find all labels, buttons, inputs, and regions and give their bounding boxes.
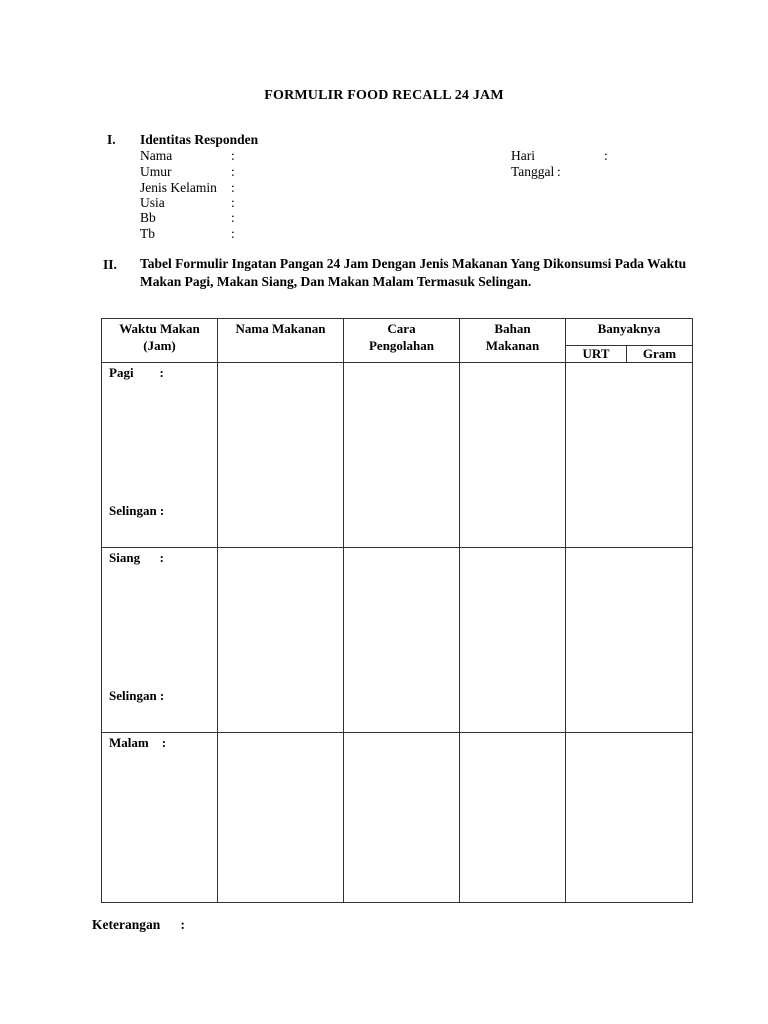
field-label-tb: Tb — [140, 226, 155, 241]
table-cell — [566, 363, 693, 548]
row-pagi-waktu — [102, 363, 218, 548]
table-cell — [344, 548, 460, 733]
field-label-bb: Bb — [140, 210, 156, 225]
header-cara-pengolahan: Cara Pengolahan — [344, 319, 460, 363]
field-sep-usia: : — [231, 195, 235, 210]
header-waktu-makan: Waktu Makan (Jam) — [102, 319, 218, 363]
table-cell — [344, 363, 460, 548]
field-label-tanggal: Tanggal — [511, 164, 555, 179]
table-cell — [218, 548, 344, 733]
table-cell — [566, 733, 693, 903]
food-recall-table — [101, 318, 693, 903]
row-label-pagi: Pagi : — [109, 365, 164, 380]
header-gram: Gram — [627, 346, 693, 363]
row-malam-waktu — [102, 733, 218, 903]
field-sep-tb: : — [231, 226, 235, 241]
table-cell — [460, 733, 566, 903]
field-label-usia: Usia — [140, 195, 165, 210]
field-label-jenis-kelamin: Jenis Kelamin — [140, 180, 217, 195]
table-cell — [460, 548, 566, 733]
field-sep-hari: : — [604, 148, 608, 163]
section-2-text: Tabel Formulir Ingatan Pangan 24 Jam Dengan Jenis Makanan Yang Dikonsumsi Pada Waktu Makan Pagi, Makan Siang, Dan Makan Malam Termasuk Selingan. — [140, 256, 687, 289]
field-sep-tanggal: : — [557, 164, 561, 179]
row-siang-waktu — [102, 548, 218, 733]
header-bahan-makanan: Bahan Makanan — [460, 319, 566, 363]
field-sep-jenis-kelamin: : — [231, 180, 235, 195]
table-cell — [566, 548, 693, 733]
field-sep-umur: : — [231, 164, 235, 179]
keterangan-label: Keterangan : — [92, 917, 185, 932]
field-label-hari: Hari — [511, 148, 535, 163]
header-urt: URT — [566, 346, 627, 363]
page-title: FORMULIR FOOD RECALL 24 JAM — [264, 88, 504, 103]
row-label-pagi-selingan: Selingan : — [109, 503, 165, 518]
row-label-siang: Siang : — [109, 550, 164, 565]
row-label-siang-selingan: Selingan : — [109, 688, 165, 703]
header-nama-makanan: Nama Makanan — [218, 319, 344, 363]
field-label-nama: Nama — [140, 148, 173, 163]
table-cell — [218, 733, 344, 903]
field-label-umur: Umur — [140, 164, 172, 179]
section-1-heading: Identitas Responden — [140, 132, 259, 147]
header-banyaknya: Banyaknya — [566, 319, 693, 346]
row-label-malam: Malam : — [109, 735, 167, 750]
table-cell — [460, 363, 566, 548]
field-sep-nama: : — [231, 148, 235, 163]
table-cell — [344, 733, 460, 903]
table-cell — [218, 363, 344, 548]
section-1-number: I. — [107, 132, 116, 147]
field-sep-bb: : — [231, 210, 235, 225]
section-2-number: II. — [103, 257, 117, 272]
